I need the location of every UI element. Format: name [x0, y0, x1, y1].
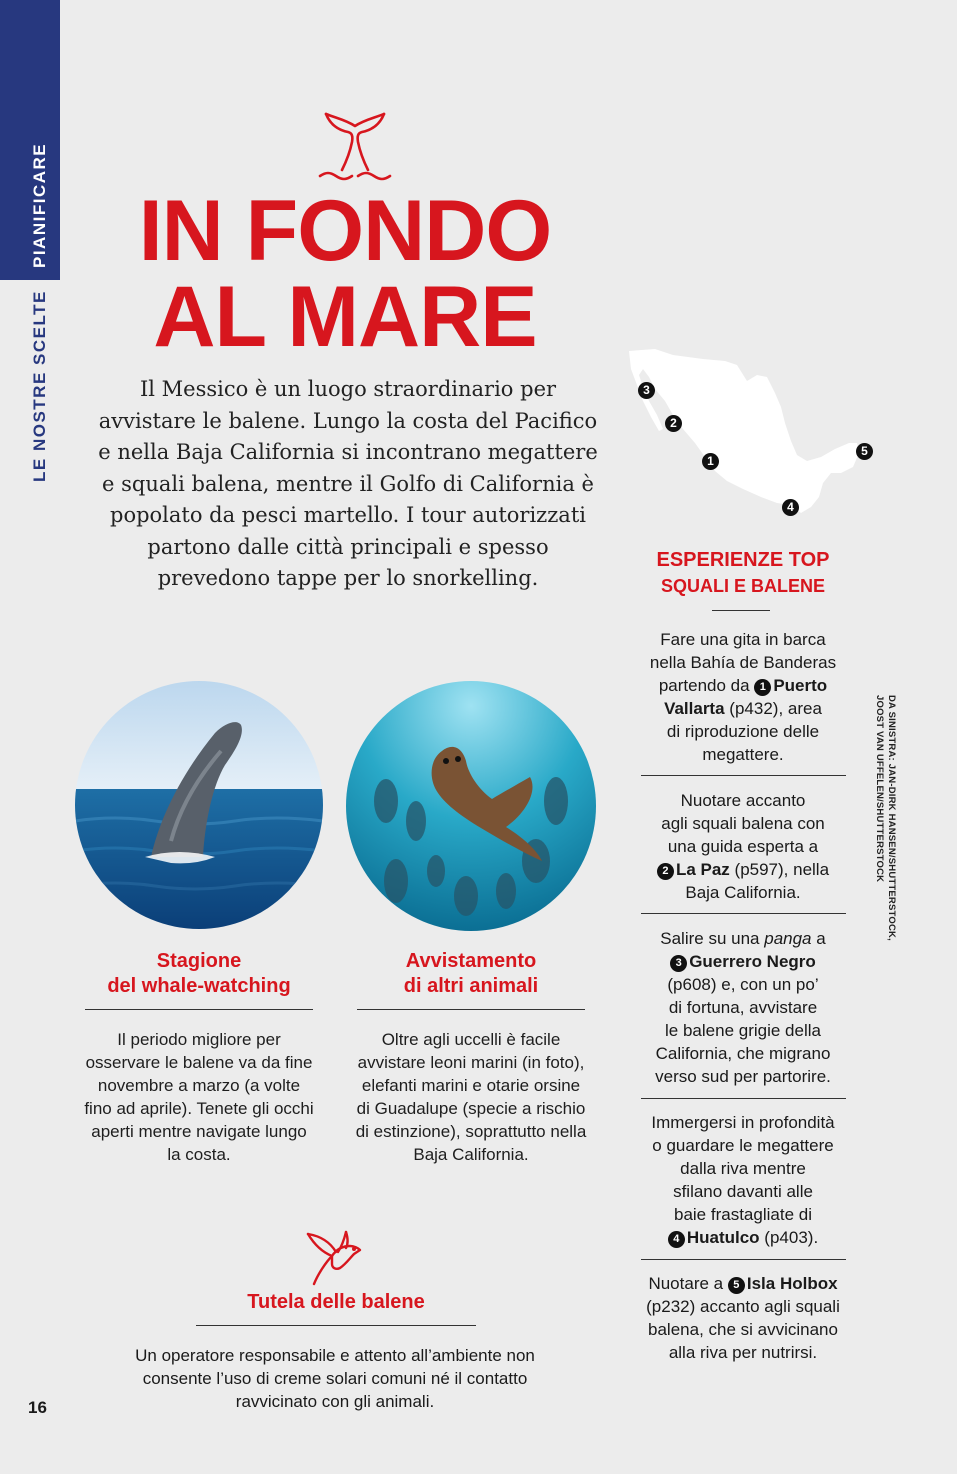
text-line: Baja California.	[685, 883, 801, 902]
text-line: novembre a marzo (a volte	[97, 1076, 301, 1095]
text-line: sfilano davanti alle	[673, 1182, 813, 1201]
experience-item-4	[642, 1111, 844, 1249]
text-line: agli squali balena con	[661, 814, 825, 833]
whale-protection-text	[110, 1344, 560, 1413]
text-line	[642, 927, 844, 950]
number-badge: 2	[657, 863, 674, 880]
place-name: Guerrero Negro	[689, 952, 816, 971]
whale-protection-title: Tutela delle balene	[247, 1291, 425, 1313]
text-line	[642, 1226, 844, 1249]
text-line: verso sud per partorire.	[655, 1067, 831, 1086]
text-line: avvistare leoni marini (in foto),	[357, 1053, 585, 1072]
text-line	[642, 697, 844, 720]
title-line-1: IN FONDO	[138, 183, 552, 279]
page-title	[60, 183, 630, 365]
sidebar-section-label: PIANIFICARE	[30, 142, 49, 268]
text-line: Immergersi in profondità	[651, 1113, 835, 1132]
text-line: aperti mentre navigate lungo	[91, 1122, 307, 1141]
whale-season-title-line: del whale-watching	[107, 975, 291, 997]
divider	[196, 1325, 476, 1326]
italic-word: panga	[764, 929, 812, 948]
other-animals-title-line: Avvistamento	[405, 950, 537, 972]
text-line: di estinzione), soprattutto nella	[355, 1122, 587, 1141]
text-line: (p232) accanto agli squali	[646, 1297, 840, 1316]
divider	[357, 1009, 585, 1010]
text-line: Il periodo migliore per	[117, 1030, 281, 1049]
number-badge: 1	[754, 679, 771, 696]
text-run: a	[816, 929, 826, 948]
photo-credit	[873, 695, 897, 941]
text-line: Un operatore responsabile e attento all’ambiente non	[135, 1346, 535, 1365]
map-marker-1: 1	[702, 453, 719, 470]
mexico-map-shape	[625, 345, 885, 525]
whale-tail-icon	[316, 108, 394, 186]
intro-line: partono dalle città principali e spesso	[147, 534, 549, 559]
other-animals-title-line: di altri animali	[403, 975, 539, 997]
text-run: (p597), nella	[734, 860, 830, 879]
intro-line: e squali balena, mentre il Golfo di California è	[102, 471, 594, 496]
text-line	[642, 858, 844, 881]
text-line: consente l’uso di creme solari comuni né il contatto	[142, 1369, 528, 1388]
place-name: La Paz	[675, 860, 730, 879]
text-line: Nuotare accanto	[680, 791, 806, 810]
divider	[641, 1259, 846, 1260]
place-name: Puerto	[773, 676, 828, 695]
whale-season-title	[70, 949, 328, 999]
text-run: (p432), area	[729, 699, 822, 718]
text-line: ravvicinato con gli animali.	[235, 1392, 435, 1411]
page-number: 16	[28, 1398, 47, 1417]
whale-photo	[75, 681, 323, 929]
text-line: megattere.	[702, 745, 784, 764]
text-line: dalla riva mentre	[680, 1159, 806, 1178]
number-badge: 3	[670, 955, 687, 972]
text-line: una guida esperta a	[667, 837, 819, 856]
whale-season-title-line: Stagione	[156, 950, 242, 972]
text-run: (p403).	[764, 1228, 819, 1247]
mexico-map	[625, 345, 885, 525]
place-name: Vallarta	[664, 699, 725, 718]
text-run: Salire su una	[660, 929, 760, 948]
divider	[641, 775, 846, 776]
text-line: Fare una gita in barca	[660, 630, 826, 649]
text-line: o guardare le megattere	[652, 1136, 834, 1155]
number-badge: 5	[728, 1277, 745, 1294]
text-run: partendo da	[658, 676, 750, 695]
credit-line: JOOST VAN UFFELEN/SHUTTERSTOCK	[874, 695, 885, 883]
map-marker-3: 3	[638, 382, 655, 399]
text-line	[642, 950, 844, 973]
sidebar-subsection-label: LE NOSTRE SCELTE	[30, 290, 49, 482]
text-line: fino ad aprile). Tenete gli occhi	[84, 1099, 314, 1118]
experiences-subtitle: SQUALI E BALENE	[660, 576, 825, 596]
sea-lion-photo	[346, 681, 596, 931]
text-run: Nuotare a	[648, 1274, 724, 1293]
text-line: (p608) e, con un po’	[667, 975, 819, 994]
bird-icon	[302, 1224, 366, 1288]
experience-item-3	[642, 927, 844, 1088]
text-line: California, che migrano	[655, 1044, 831, 1063]
text-line	[642, 1272, 844, 1295]
text-line: baie frastagliate di	[674, 1205, 812, 1224]
text-line: balena, che si avvicinano	[648, 1320, 838, 1339]
text-line: la costa.	[167, 1145, 231, 1164]
map-marker-5: 5	[856, 443, 873, 460]
other-animals-text	[344, 1028, 598, 1166]
intro-line: avvistare le balene. Lungo la costa del Pacifico	[98, 408, 598, 433]
map-marker-4: 4	[782, 499, 799, 516]
experience-item-1	[642, 628, 844, 766]
map-marker-2: 2	[665, 415, 682, 432]
text-line: Oltre agli uccelli è facile	[381, 1030, 561, 1049]
divider	[641, 1098, 846, 1099]
intro-paragraph	[78, 374, 618, 595]
text-line: alla riva per nutrirsi.	[668, 1343, 818, 1362]
text-line: di Guadalupe (specie a rischio	[356, 1099, 586, 1118]
divider	[712, 610, 770, 611]
intro-line: Il Messico è un luogo straordinario per	[139, 377, 557, 401]
number-badge: 4	[668, 1231, 685, 1248]
text-line: osservare le balene va da fine	[85, 1053, 313, 1072]
intro-line: e nella Baja California si incontrano megattere	[98, 440, 598, 464]
text-line: di fortuna, avvistare	[668, 998, 818, 1017]
text-line: elefanti marini e otarie orsine	[361, 1076, 581, 1095]
text-line: Baja California.	[413, 1145, 529, 1164]
place-name: Isla Holbox	[746, 1274, 838, 1293]
text-line: di riproduzione delle	[666, 722, 820, 741]
text-line: nella Bahía de Banderas	[649, 653, 837, 672]
other-animals-title	[342, 949, 600, 999]
experience-item-5	[642, 1272, 844, 1364]
title-line-2: AL MARE	[153, 269, 537, 365]
intro-line: prevedono tappe per lo snorkelling.	[157, 566, 539, 590]
whale-season-text	[72, 1028, 326, 1166]
place-name: Huatulco	[686, 1228, 760, 1247]
divider	[85, 1009, 313, 1010]
divider	[641, 913, 846, 914]
text-line: le balene grigie della	[665, 1021, 821, 1040]
experience-item-2	[642, 789, 844, 904]
intro-line: popolato da pesci martello. I tour autorizzati	[110, 503, 586, 527]
text-line	[642, 674, 844, 697]
credit-line: DA SINISTRA: JAN-DIRK HANSEN/SHUTTERSTOCK,	[886, 695, 897, 941]
experiences-title: ESPERIENZE TOP	[656, 549, 830, 571]
